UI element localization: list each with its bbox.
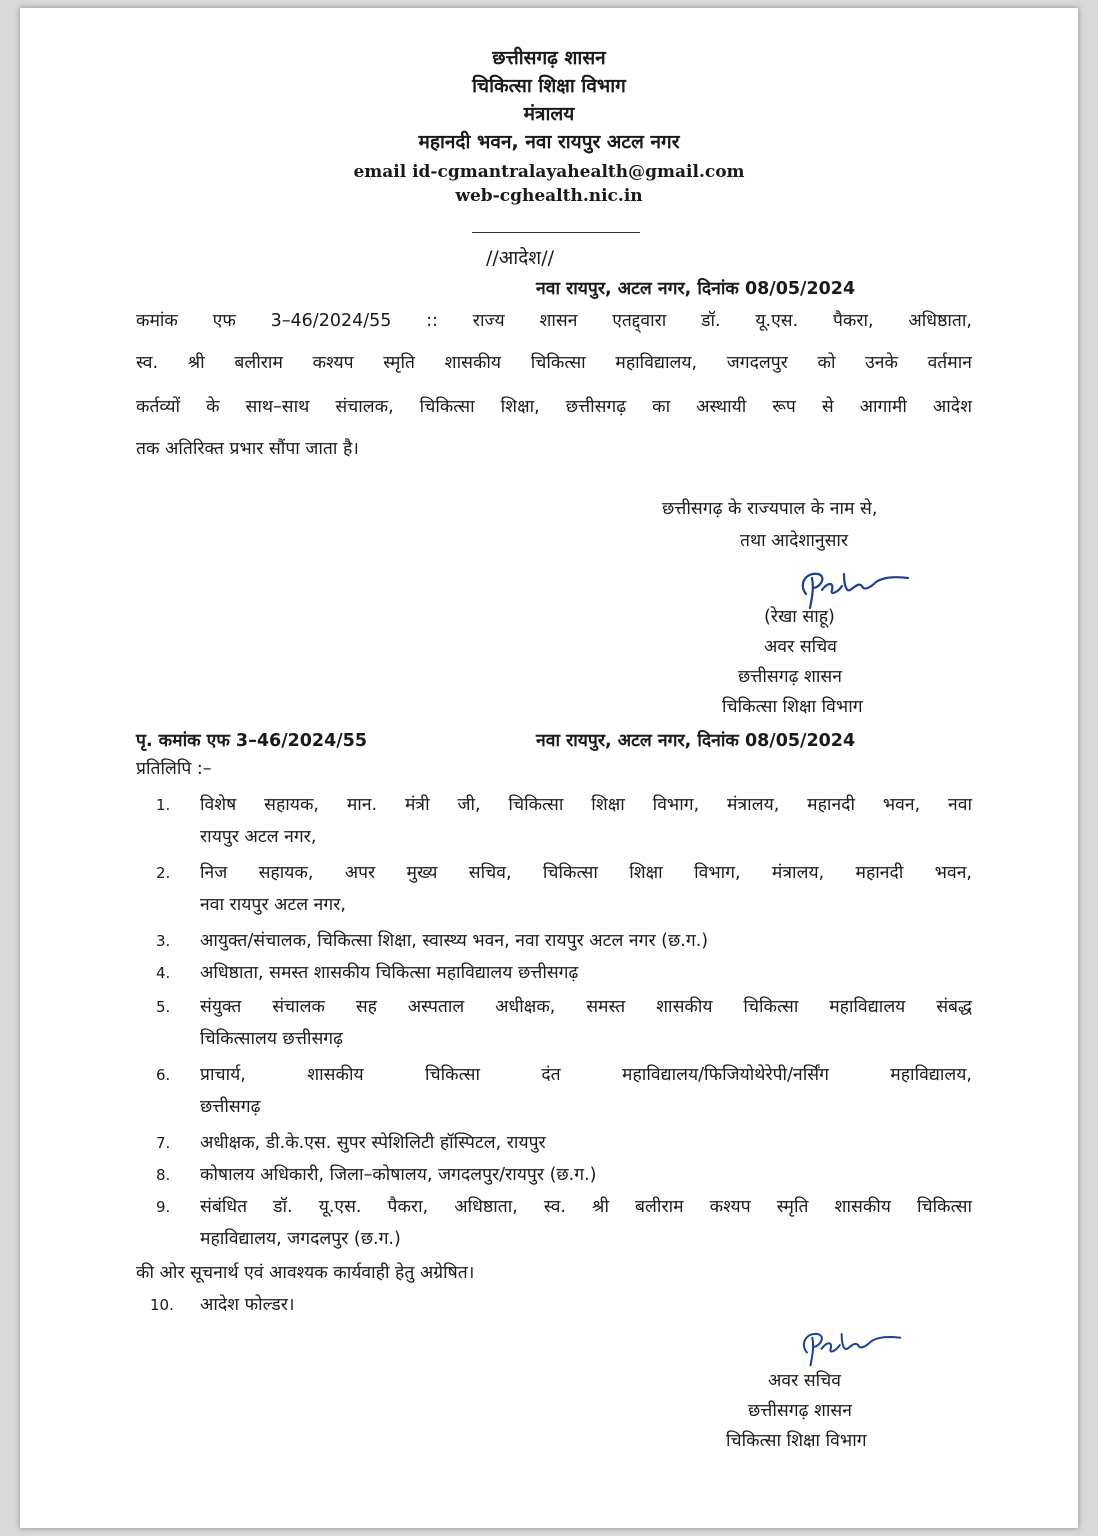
- governor-line: छत्तीसगढ़ के राज्यपाल के नाम से,: [662, 499, 878, 519]
- list-item-line: रायपुर अटल नगर,: [200, 827, 317, 847]
- signatory-designation: अवर सचिव: [768, 1371, 842, 1391]
- order-para-line: कर्तव्यों के साथ–साथ संचालक, चिकित्सा शिक्षा, छत्तीसगढ़ का अस्थायी रूप से आगामी आदेश: [136, 397, 972, 417]
- endorsement-place-date: नवा रायपुर, अटल नगर, दिनांक 08/05/2024: [536, 731, 856, 751]
- header-address: महानदी भवन, नवा रायपुर अटल नगर: [418, 131, 680, 153]
- header-email: email id-cgmantralayahealth@gmail.com: [353, 162, 745, 182]
- copy-label: प्रतिलिपि :–: [136, 759, 212, 779]
- list-item-line: महाविद्यालय, जगदलपुर (छ.ग.): [200, 1229, 401, 1249]
- order-place-date: नवा रायपुर, अटल नगर, दिनांक 08/05/2024: [536, 279, 856, 299]
- endorsement-ref: पृ. कमांक एफ 3–46/2024/55: [136, 731, 368, 751]
- list-item-number: 5.: [156, 998, 171, 1016]
- header-gov: छत्तीसगढ़ शासन: [492, 47, 606, 69]
- header-ministry: मंत्रालय: [523, 103, 575, 125]
- signature-2: [794, 1324, 904, 1368]
- authority-line: तथा आदेशानुसार: [740, 531, 849, 551]
- order-title: //आदेश//: [486, 247, 555, 269]
- header-divider: [472, 232, 640, 233]
- list-item-number: 2.: [156, 864, 171, 882]
- list-item-line: आयुक्त/संचालक, चिकित्सा शिक्षा, स्वास्थ्य भवन, नवा रायपुर अटल नगर (छ.ग.): [200, 931, 709, 951]
- list-item-line: चिकित्सालय छत्तीसगढ़: [200, 1029, 343, 1049]
- order-para-line: स्व. श्री बलीराम कश्यप स्मृति शासकीय चिकित्सा महाविद्यालय, जगदलपुर को उनके वर्तमान: [136, 353, 972, 373]
- header-web: web-cghealth.nic.in: [455, 186, 643, 206]
- list-item-number: 10.: [150, 1296, 174, 1314]
- order-document: [20, 8, 1078, 1528]
- list-item-number: 8.: [156, 1166, 171, 1184]
- list-item-line: विशेष सहायक, मान. मंत्री जी, चिकित्सा शिक्षा विभाग, मंत्रालय, महानदी भवन, नवा: [200, 795, 972, 815]
- list-item-line: छत्तीसगढ़: [200, 1097, 261, 1117]
- list-item-number: 9.: [156, 1198, 171, 1216]
- signatory-dept: चिकित्सा शिक्षा विभाग: [722, 697, 863, 717]
- order-para-line: कमांक एफ 3–46/2024/55 :: राज्य शासन एतद्द्वारा डॉ. यू.एस. पैकरा, अधिष्ठाता,: [136, 311, 972, 331]
- forward-text: की ओर सूचनार्थ एवं आवश्यक कार्यवाही हेतु अग्रेषित।: [136, 1263, 475, 1283]
- list-item-line: संयुक्त संचालक सह अस्पताल अधीक्षक, समस्त शासकीय चिकित्सा महाविद्यालय संबद्ध: [200, 997, 972, 1017]
- list-item-number: 4.: [156, 964, 171, 982]
- list-item-line: प्राचार्य, शासकीय चिकित्सा दंत महाविद्यालय/फिजियोथेरेपी/नर्सिंग महाविद्यालय,: [200, 1065, 972, 1085]
- list-item-line: अधिष्ठाता, समस्त शासकीय चिकित्सा महाविद्यालय छत्तीसगढ़: [200, 963, 579, 983]
- signatory-gov: छत्तीसगढ़ शासन: [748, 1401, 852, 1421]
- list-item-line: कोषालय अधिकारी, जिला–कोषालय, जगदलपुर/रायपुर (छ.ग.): [200, 1165, 597, 1185]
- handwritten-signature-icon: [794, 1324, 904, 1368]
- list-item-line: संबंधित डॉ. यू.एस. पैकरा, अधिष्ठाता, स्व. श्री बलीराम कश्यप स्मृति शासकीय चिकित्सा: [200, 1197, 972, 1217]
- signatory-gov: छत्तीसगढ़ शासन: [738, 667, 842, 687]
- order-para-line: तक अतिरिक्त प्रभार सौंपा जाता है।: [136, 439, 359, 459]
- list-item-line: नवा रायपुर अटल नगर,: [200, 895, 346, 915]
- list-item-number: 7.: [156, 1134, 171, 1152]
- list-item-number: 1.: [156, 796, 171, 814]
- list-item-line: निज सहायक, अपर मुख्य सचिव, चिकित्सा शिक्षा विभाग, मंत्रालय, महानदी भवन,: [200, 863, 972, 883]
- header-dept: चिकित्सा शिक्षा विभाग: [472, 75, 626, 97]
- list-item-number: 6.: [156, 1066, 171, 1084]
- list-item-line: अधीक्षक, डी.के.एस. सुपर स्पेशिलिटी हॉस्पिटल, रायपुर: [200, 1133, 546, 1153]
- signatory-designation: अवर सचिव: [764, 637, 838, 657]
- signatory-name: (रेखा साहू): [764, 607, 835, 627]
- list-item-line: आदेश फोल्डर।: [200, 1295, 295, 1315]
- signatory-dept: चिकित्सा शिक्षा विभाग: [726, 1431, 867, 1451]
- list-item-number: 3.: [156, 932, 171, 950]
